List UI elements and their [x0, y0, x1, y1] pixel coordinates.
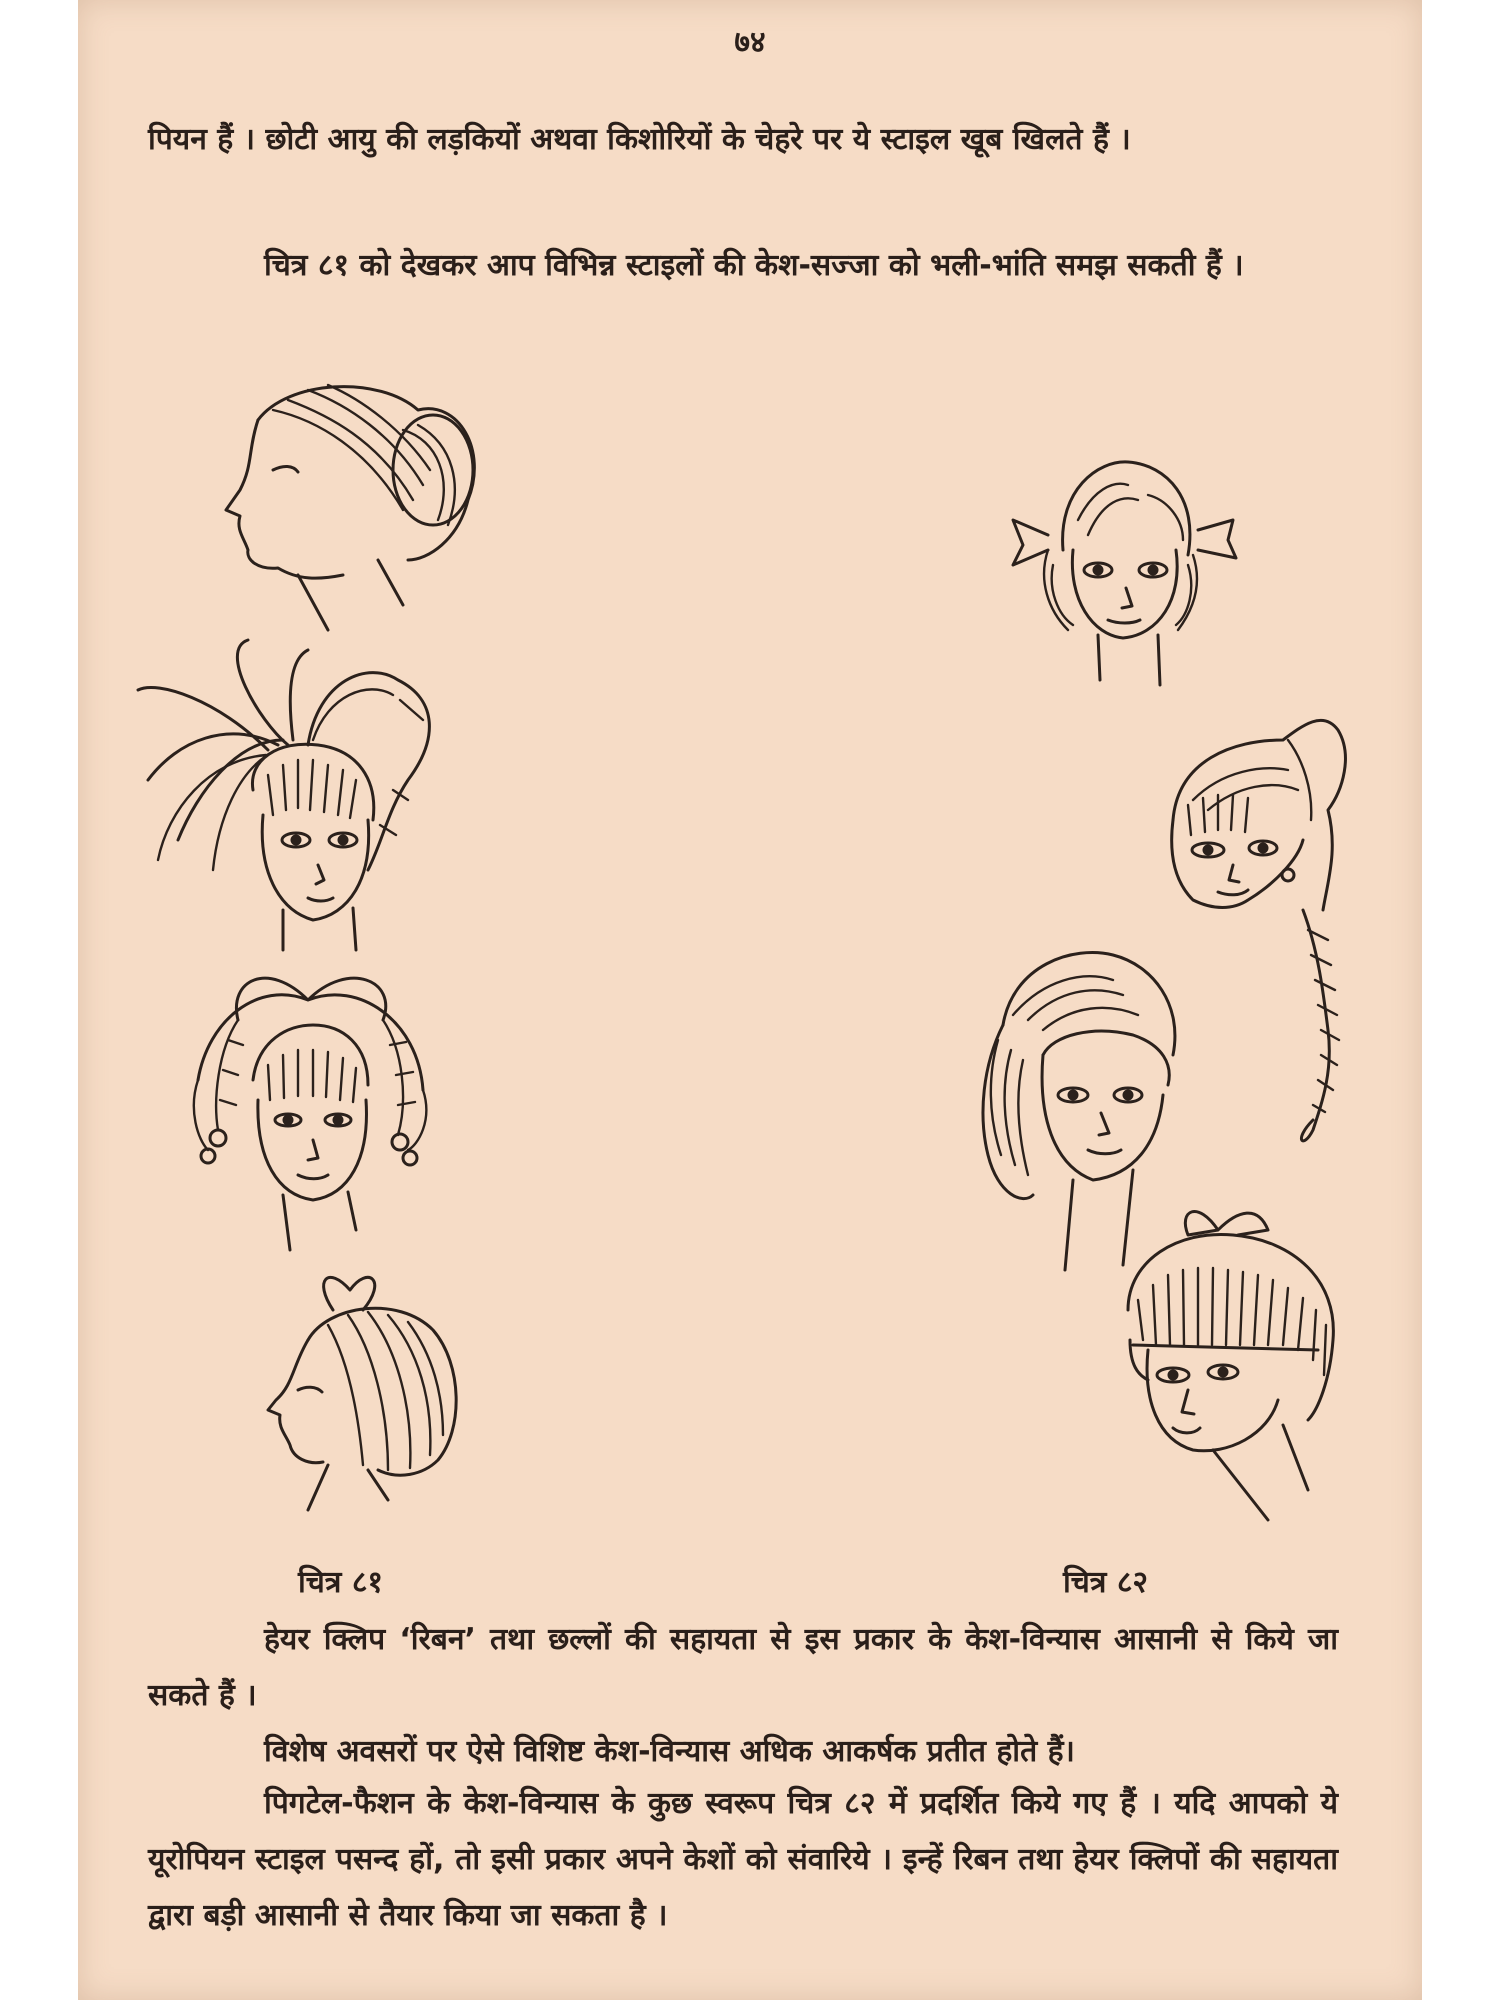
illustration-loop-braids-front [158, 960, 458, 1250]
paragraph-3: हेयर क्लिप ‘रिबन’ तथा छल्लों की सहायता से इस प्रकार के केश-विन्यास आसानी से किये जा सकते हैं । [148, 1622, 1338, 1713]
illustration-ribbon-braid-front [138, 640, 458, 950]
illustration-bob-bow-profile [238, 1270, 478, 1500]
paragraph-1: पियन हैं । छोटी आयु की लड़कियों अथवा किशोरियों के चेहरे पर ये स्टाइल खूब खिलते हैं । [148, 122, 1131, 157]
illustration-side-bows-front [1008, 440, 1238, 690]
paragraph-2: चित्र ८१ को देखकर आप विभिन्न स्टाइलों की केश-सज्जा को भली-भांति समझ सकती हैं । [264, 248, 1244, 283]
figure-82-caption: चित्र ८२ [1063, 1565, 1149, 1600]
page-number: ७४ [734, 25, 766, 60]
paragraph-5: पिगटेल-फैशन के केश-विन्यास के कुछ स्वरूप चित्र ८२ में प्रदर्शित किये गए हैं । यदि आपको ये यूरोपियन स्टाइल पसन्द हों, तो इसी प्रकार अपने केशों को संवारिये । इन्हें रिबन तथा हेयर क्लिपों की सहायता द्वारा बड़ी आसानी से तैयार किया जा सकता है । [148, 1786, 1338, 1933]
illustration-bun-profile [178, 360, 468, 640]
paragraph-4: विशेष अवसरों पर ऐसे विशिष्ट केश-विन्यास अधिक आकर्षक प्रतीत होते हैं। [264, 1734, 1075, 1769]
figure-81-caption: चित्र ८१ [298, 1565, 384, 1600]
illustration-bangs-bow-face [1118, 1200, 1348, 1540]
illustration-ponytail-braid-face [1153, 710, 1383, 1150]
book-page [78, 0, 1422, 2000]
